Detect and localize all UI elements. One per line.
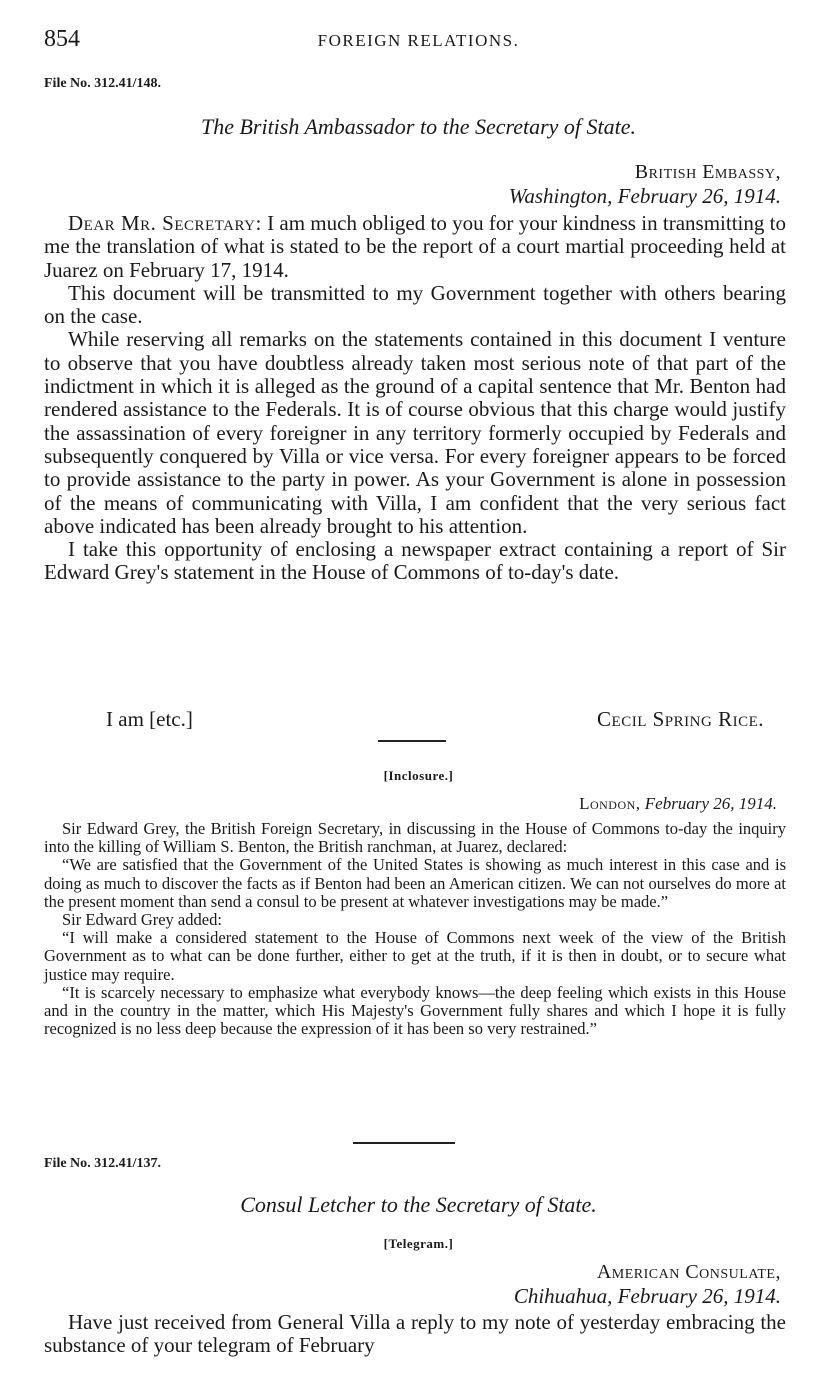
dateline-block — [514, 1260, 781, 1308]
inclosure-place: London, — [579, 794, 641, 813]
section-divider — [378, 740, 446, 742]
inclosure-label: [Inclosure.] — [383, 768, 454, 783]
place-line: British Embassy, — [634, 161, 781, 183]
letter-body — [44, 212, 786, 585]
page-number: 854 — [44, 26, 80, 52]
page-header — [44, 26, 793, 56]
section-divider — [353, 1142, 455, 1144]
telegram-paragraph: Have just received from General Villa a reply to my note of yesterday embracing the substance of your telegram of February — [44, 1310, 786, 1358]
dateline-block — [509, 160, 781, 208]
inclosure-paragraph: “I will make a considered statement to the House of Commons next week of the view of the British Government as to what can be done further, either to get at the truth, if it is then in doubt, or to secure what justice may require. — [44, 928, 786, 984]
date-line: Washington, February 26, 1914. — [508, 184, 781, 208]
inclosure-paragraph: “It is scarcely necessary to emphasize what everybody knows—the deep feeling which exists in this House and in the country in the matter, which His Majesty's Government fully shares and which I hope it is fully recognized is no less deep because the expression of it has been so very restrained.” — [44, 982, 786, 1039]
complimentary-close: I am [etc.] — [106, 707, 193, 731]
running-head: FOREIGN RELATIONS. — [317, 31, 520, 50]
salutation: Dear Mr. Secretary: — [68, 211, 262, 235]
inclosure-paragraph: “We are satisfied that the Government of the United States is showing as much interest in this case and is doing as much to discover the facts as if Benton had been an American citizen. We can not ourselves do more at the present moment than send a consul to be present at whatever investigations may be made.” — [44, 855, 786, 911]
date-line: Chihuahua, February 26, 1914. — [513, 1284, 781, 1308]
inclosure-paragraph: Sir Edward Grey, the British Foreign Secretary, in discussing in the House of Commons to-day the inquiry into the killing of William S. Benton, the British ranchman, at Juarez, declared: — [44, 819, 786, 857]
inclosure-date: February 26, 1914. — [644, 794, 777, 813]
place-line: American Consulate, — [596, 1261, 781, 1283]
document-title: Consul Letcher to the Secretary of State. — [240, 1192, 597, 1217]
inclosure-dateline — [579, 794, 777, 814]
file-number: File No. 312.41/137. — [44, 1156, 162, 1171]
letter-paragraph: Dear Mr. Secretary: I am much obliged to you for your kindness in transmitting to me the translation of what is stated to be the report of a court martial proceeding held at Juarez on February 17, 1914. — [44, 211, 786, 282]
inclosure-paragraph: Sir Edward Grey added: — [62, 910, 222, 930]
letter-paragraph: I take this opportunity of enclosing a newspaper extract containing a report of Sir Edward Grey's statement in the House of Commons of to-day's date. — [44, 537, 786, 585]
letter-paragraph: While reserving all remarks on the statements contained in this document I venture to observe that you have doubtless already taken most serious note of that part of the indictment in which it is alleged as the ground of a capital sentence that Mr. Benton had rendered assistance to the Federals. It is of course obvious that this charge would justify the assassination of every foreigner in any territory formerly occupied by Federals and subsequently conquered by Villa or vice versa. For every foreigner appears to be forced to provide assistance to the party in power. As your Government is alone in possession of the means of communicating with Villa, I am confident that the very serious fact above indicated has been already brought to his attention. — [44, 327, 786, 538]
file-number: File No. 312.41/148. — [44, 76, 162, 91]
telegram-body — [44, 1311, 786, 1358]
document-title: The British Ambassador to the Secretary of State. — [200, 114, 637, 139]
signature: Cecil Spring Rice. — [597, 707, 764, 731]
closing-line — [44, 707, 764, 733]
inclosure-body — [44, 820, 786, 1038]
letter-paragraph: This document will be transmitted to my Government together with others bearing on the case. — [44, 280, 786, 329]
telegram-label: [Telegram.] — [383, 1236, 454, 1251]
